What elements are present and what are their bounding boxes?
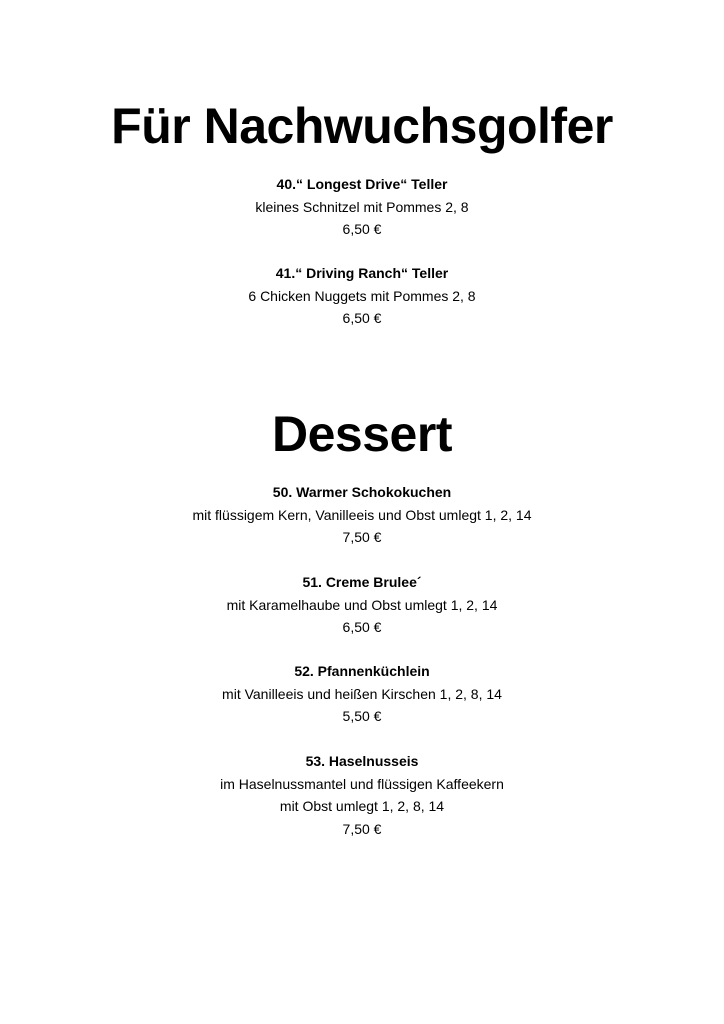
item-name: 53. Haselnusseis xyxy=(305,753,419,769)
item-name: 41.“ Driving Ranch“ Teller xyxy=(275,265,449,281)
item-description: kleines Schnitzel mit Pommes 2, 8 xyxy=(255,198,469,215)
item-price: 6,50 € xyxy=(342,619,382,635)
item-description: mit Obst umlegt 1, 2, 8, 14 xyxy=(279,798,445,814)
menu-item-52 xyxy=(0,660,724,728)
item-description: mit Vanilleeis und heißen Kirschen 1, 2, 8, 14 xyxy=(222,685,502,702)
item-description: mit flüssigem Kern, Vanilleeis und Obst umlegt 1, 2, 14 xyxy=(192,506,532,523)
item-name: 40.“ Longest Drive“ Teller xyxy=(276,176,448,192)
item-price: 7,50 € xyxy=(342,820,382,837)
section-title-nachwuchsgolfer: Für Nachwuchsgolfer xyxy=(111,98,613,154)
menu-item-41 xyxy=(0,262,724,330)
item-name: 50. Warmer Schokokuchen xyxy=(272,484,452,500)
menu-item-51 xyxy=(0,571,724,639)
item-description: 6 Chicken Nuggets mit Pommes 2, 8 xyxy=(248,287,476,304)
item-price: 6,50 € xyxy=(342,310,382,326)
item-name: 51. Creme Brulee´ xyxy=(302,574,422,590)
item-price: 6,50 € xyxy=(342,221,382,237)
item-price: 7,50 € xyxy=(342,529,382,545)
menu-item-50 xyxy=(0,481,724,549)
item-price: 5,50 € xyxy=(342,708,382,724)
section-title-dessert: Dessert xyxy=(272,406,452,462)
item-description: mit Karamelhaube und Obst umlegt 1, 2, 14 xyxy=(226,596,498,613)
item-description: im Haselnussmantel und flüssigen Kaffeekern xyxy=(220,775,504,792)
item-name: 52. Pfannenküchlein xyxy=(294,663,430,679)
menu-item-40 xyxy=(0,173,724,241)
menu-item-53 xyxy=(0,750,724,840)
